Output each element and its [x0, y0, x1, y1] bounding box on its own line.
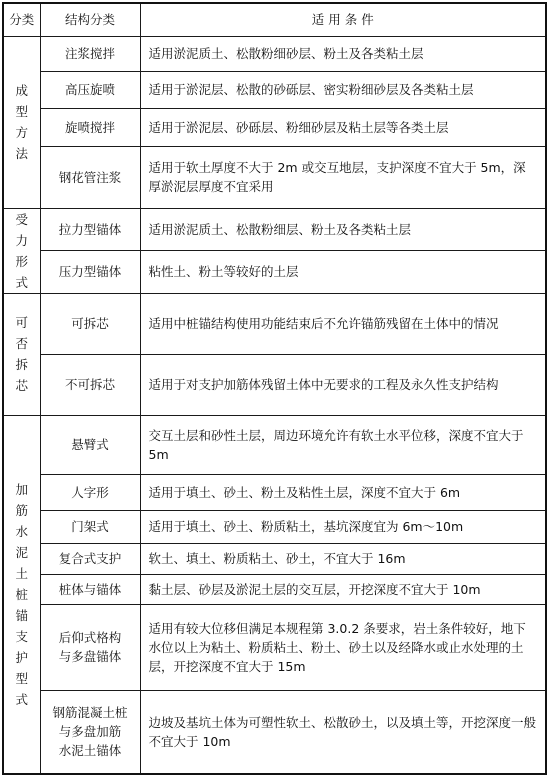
- structure-type-label: 后仰式格构: [58, 630, 122, 645]
- table-row: [3, 543, 546, 574]
- structure-type-label: 人字形: [71, 484, 109, 500]
- condition-cell: 粘性土、粉土等较好的土层: [140, 251, 546, 294]
- table-row: [3, 146, 546, 208]
- structure-type-label: 钢花管注浆: [58, 169, 122, 185]
- structure-type-label: 门架式: [71, 519, 109, 534]
- structure-type-cell: [40, 510, 140, 543]
- condition-cell: 适用于对支护加筋体残留土体中无要求的工程及永久性支护结构: [140, 354, 546, 415]
- condition-cell: 黏土层、砂层及淤泥土层的交互层，开挖深度不宜大于 10m: [140, 574, 546, 604]
- structure-type-label: 水泥土锚体: [58, 743, 122, 759]
- header-condition: 适 用 条 件: [140, 3, 546, 36]
- category-cell: [3, 208, 40, 293]
- condition-cell: 适用于填土、砂土、粉土及粘性土层，深度不宜大于 6m: [140, 474, 546, 510]
- condition-cell: 适用于填土、砂土、粉质粘土，基坑深度宜为 6m～10m: [140, 510, 546, 543]
- structure-type-cell: [40, 574, 140, 604]
- table-row: [3, 574, 546, 604]
- table-row: [3, 354, 546, 415]
- category-label-line: 加筋: [15, 481, 28, 518]
- table-row: [3, 36, 546, 71]
- category-cell: [3, 415, 40, 774]
- table-row: [3, 293, 546, 354]
- table-row: [3, 108, 546, 146]
- category-label-line: 方法: [15, 125, 28, 161]
- category-label-line: 锚支: [15, 607, 28, 644]
- category-label-line: 形式: [15, 253, 28, 290]
- header-row: [3, 3, 546, 36]
- soil-anchor-classification-table: [2, 2, 547, 775]
- category-label-line: 式: [15, 691, 28, 707]
- category-label-line: 拆芯: [15, 357, 28, 393]
- table-row: [3, 71, 546, 108]
- header-type: 结构分类: [40, 3, 140, 36]
- category-label-line: 土桩: [15, 565, 28, 602]
- table-row: [3, 604, 546, 690]
- structure-type-cell: [40, 474, 140, 510]
- condition-cell: 适用于淤泥层、松散的砂砾层、密实粉细砂层及各类粘土层: [140, 71, 546, 108]
- structure-type-cell: [40, 146, 140, 208]
- condition-cell: 交互土层和砂性土层，周边环境允许有软土水平位移，深度不宜大于 5m: [140, 415, 546, 474]
- condition-cell: 软土、填土、粉质粘土、砂土，不宜大于 16m: [140, 543, 546, 574]
- structure-type-label: 高压旋喷: [64, 82, 115, 97]
- category-label-line: 受力: [15, 211, 28, 248]
- table-row: [3, 474, 546, 510]
- structure-type-label: 注浆搅拌: [64, 46, 115, 61]
- structure-type-cell: [40, 251, 140, 294]
- table-row: [3, 251, 546, 294]
- structure-type-cell: [40, 543, 140, 574]
- structure-type-label: 与多盘加筋: [58, 724, 122, 740]
- structure-type-label: 钢筋混凝土桩: [52, 705, 128, 721]
- structure-type-label: 与多盘锚体: [58, 649, 122, 664]
- table-row: [3, 415, 546, 474]
- table-row: [3, 690, 546, 774]
- structure-type-label: 复合式支护: [58, 551, 122, 566]
- table-body: [3, 3, 546, 774]
- condition-cell: 适用中桩锚结构使用功能结束后不允许锚筋残留在土体中的情况: [140, 293, 546, 354]
- structure-type-label: 悬臂式: [71, 437, 109, 452]
- table-row: [3, 208, 546, 251]
- structure-type-label: 压力型锚体: [58, 264, 122, 280]
- category-cell: [3, 36, 40, 208]
- condition-cell: 适用淤泥质土、松散粉细砂层、粉土及各类粘土层: [140, 36, 546, 71]
- category-label-line: 成型: [15, 83, 28, 119]
- category-label-line: 可否: [15, 315, 28, 351]
- structure-type-cell: [40, 354, 140, 415]
- category-cell: [3, 293, 40, 415]
- structure-type-label: 不可拆芯: [64, 377, 115, 392]
- structure-type-label: 旋喷搅拌: [64, 119, 115, 135]
- condition-cell: 适用于软土厚度不大于 2m 或交互地层，支护深度不宜大于 5m，深厚淤泥层厚度不宜采用: [140, 146, 546, 208]
- condition-cell: 适用有较大位移但满足本规程第 3.0.2 条要求，岩土条件较好，地下水位以上为粘土、粉质粘土、粉土、砂土以及经降水或止水处理的土层，开挖深度不宜大于 15m: [140, 604, 546, 690]
- category-label-line: 水泥: [15, 523, 28, 560]
- condition-cell: 适用淤泥质土、松散粉细层、粉土及各类粘土层: [140, 208, 546, 251]
- table-row: [3, 510, 546, 543]
- structure-type-label: 拉力型锚体: [58, 221, 122, 237]
- structure-type-cell: [40, 36, 140, 71]
- structure-type-cell: [40, 293, 140, 354]
- condition-cell: 边坡及基坑土体为可塑性软土、松散砂土，以及填土等，开挖深度一般不宜大于 10m: [140, 690, 546, 774]
- structure-type-cell: [40, 108, 140, 146]
- structure-type-cell: [40, 71, 140, 108]
- structure-type-cell: [40, 415, 140, 474]
- structure-type-label: 可拆芯: [71, 316, 109, 331]
- category-label-line: 护型: [15, 649, 28, 686]
- structure-type-cell: [40, 690, 140, 774]
- structure-type-cell: [40, 208, 140, 251]
- structure-type-label: 桩体与锚体: [58, 581, 122, 597]
- structure-type-cell: [40, 604, 140, 690]
- condition-cell: 适用于淤泥层、砂砾层、粉细砂层及粘土层等各类土层: [140, 108, 546, 146]
- header-category: 分类: [3, 3, 40, 36]
